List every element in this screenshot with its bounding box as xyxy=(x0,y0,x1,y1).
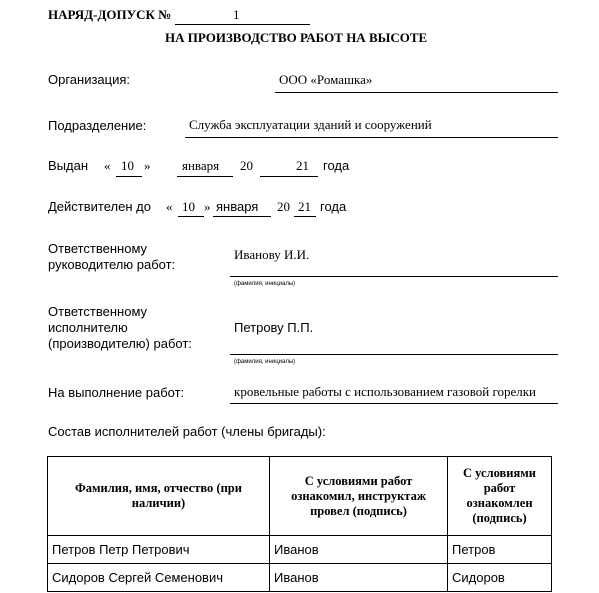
valid-year-underline xyxy=(294,216,316,217)
table-row xyxy=(48,564,552,592)
manager-underline xyxy=(230,276,558,277)
executor-underline xyxy=(230,354,558,355)
issued-year-word: года xyxy=(323,158,350,173)
organization-value: ООО «Ромашка» xyxy=(279,72,373,87)
crew-row-acknowledged: Петров xyxy=(448,536,552,564)
issued-year-underline xyxy=(260,176,318,177)
valid-year-word: года xyxy=(320,199,347,214)
manager-label-line2: руководителю работ: xyxy=(48,257,176,272)
executor-hint: (фамилия, инициалы) xyxy=(234,359,296,365)
work-underline xyxy=(230,403,558,404)
issued-year: 21 xyxy=(296,158,309,173)
organization-underline xyxy=(275,92,558,93)
organization-label: Организация: xyxy=(48,72,131,87)
issued-close-quote: » xyxy=(144,158,151,173)
issued-day: 10 xyxy=(121,158,134,173)
executor-label-line3: (производителю) работ: xyxy=(48,336,192,351)
crew-row-name: Петров Петр Петрович xyxy=(48,536,270,564)
crew-row-instructed: Иванов xyxy=(270,536,448,564)
valid-year: 21 xyxy=(298,199,311,214)
crew-row-name: Сидоров Сергей Семенович xyxy=(48,564,270,592)
work-label: На выполнение работ: xyxy=(48,385,185,400)
manager-value: Иванову И.И. xyxy=(234,247,310,262)
crew-row-instructed: Иванов xyxy=(270,564,448,592)
issued-month-underline xyxy=(177,176,233,177)
issued-year-prefix: 20 xyxy=(240,158,253,173)
valid-open-quote: « xyxy=(166,199,173,214)
crew-label: Состав исполнителей работ (члены бригады): xyxy=(48,424,326,439)
valid-until-label: Действителен до xyxy=(48,199,151,214)
issued-day-underline xyxy=(116,176,142,177)
valid-day: 10 xyxy=(182,199,195,214)
valid-month-underline xyxy=(213,216,271,217)
crew-row-acknowledged: Сидоров xyxy=(448,564,552,592)
document-number: 1 xyxy=(233,7,240,22)
department-label: Подразделение: xyxy=(48,118,147,133)
manager-hint: (фамилия, инициалы) xyxy=(234,281,296,287)
issued-label: Выдан xyxy=(48,158,89,173)
crew-table-header-row xyxy=(48,457,552,536)
executor-label-line1: Ответственному xyxy=(48,304,148,319)
crew-header-acknowledged: С условиями работ ознакомлен (подпись) xyxy=(448,457,552,536)
number-underline xyxy=(175,24,310,25)
executor-label-line2: исполнителю xyxy=(48,320,128,335)
valid-day-underline xyxy=(178,216,204,217)
department-underline xyxy=(185,137,558,138)
executor-value: Петрову П.П. xyxy=(234,320,314,335)
document-subtitle: НА ПРОИЗВОДСТВО РАБОТ НА ВЫСОТЕ xyxy=(165,30,428,45)
manager-label-line1: Ответственному xyxy=(48,241,148,256)
valid-close-quote: » xyxy=(204,199,211,214)
valid-month: января xyxy=(216,199,259,214)
work-value: кровельные работы с использованием газовой горелки xyxy=(234,384,537,399)
department-value: Служба эксплуатации зданий и сооружений xyxy=(189,117,432,132)
valid-year-prefix: 20 xyxy=(277,199,290,214)
crew-table xyxy=(47,456,552,592)
document-title: НАРЯД-ДОПУСК № xyxy=(48,7,172,22)
crew-header-instructed: С условиями работ ознакомил, инструктаж провел (подпись) xyxy=(270,457,448,536)
issued-month: января xyxy=(182,158,220,173)
crew-header-name: Фамилия, имя, отчество (при наличии) xyxy=(48,457,270,536)
issued-open-quote: « xyxy=(104,158,111,173)
table-row xyxy=(48,536,552,564)
